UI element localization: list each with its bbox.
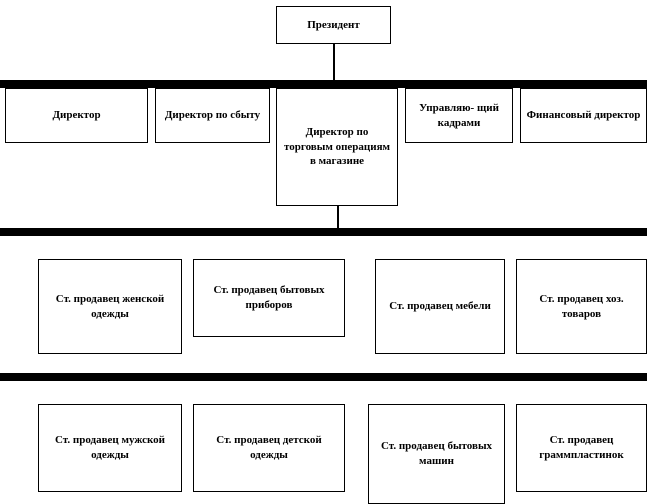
node-finance-director-label: Финансовый директор — [526, 109, 641, 122]
connector-trade-ops-down — [337, 206, 339, 228]
node-president-label: Президент — [307, 18, 360, 31]
node-senior-childrens-clothing-label: Ст. продавец детской одежды — [216, 434, 322, 461]
node-senior-washing-machines-label: Ст. продавец бытовых машин — [380, 440, 493, 467]
node-director-trade-ops-label: Директор по торговым операциям в магазине — [283, 125, 391, 168]
node-senior-womens-clothing[interactable] — [38, 259, 182, 354]
connector-president-down — [333, 44, 335, 80]
node-hr-manager-label: Управляю- щий кадрами — [419, 101, 499, 129]
node-senior-appliances[interactable] — [193, 259, 345, 337]
connector-bar-level-3 — [0, 228, 647, 236]
node-senior-household-goods-label: Ст. продавец хоз. товаров — [539, 292, 624, 320]
connector-bar-level-4 — [0, 373, 647, 381]
node-finance-director[interactable] — [520, 88, 647, 143]
node-director-label: Директор — [52, 109, 101, 122]
node-senior-mens-clothing[interactable] — [38, 404, 182, 492]
node-senior-furniture[interactable] — [375, 259, 505, 354]
connector-bar-level-2 — [0, 80, 647, 88]
node-senior-furniture-label: Ст. продавец мебели — [389, 300, 491, 313]
node-director-sales[interactable] — [155, 88, 270, 143]
node-hr-manager[interactable] — [405, 88, 513, 143]
node-president[interactable] — [276, 6, 391, 44]
node-senior-appliances-label: Ст. продавец бытовых приборов — [213, 284, 325, 311]
node-senior-childrens-clothing[interactable] — [193, 404, 345, 492]
node-senior-womens-clothing-label: Ст. продавец женской одежды — [55, 292, 165, 320]
node-senior-mens-clothing-label: Ст. продавец мужской одежды — [54, 434, 166, 461]
node-director[interactable] — [5, 88, 148, 143]
node-senior-washing-machines[interactable] — [368, 404, 505, 504]
node-director-sales-label: Директор по сбыту — [164, 109, 261, 122]
node-director-trade-ops[interactable] — [276, 88, 398, 206]
node-senior-household-goods[interactable] — [516, 259, 647, 354]
node-senior-records-label: Ст. продавец граммпластинок — [539, 434, 624, 461]
node-senior-records[interactable] — [516, 404, 647, 492]
